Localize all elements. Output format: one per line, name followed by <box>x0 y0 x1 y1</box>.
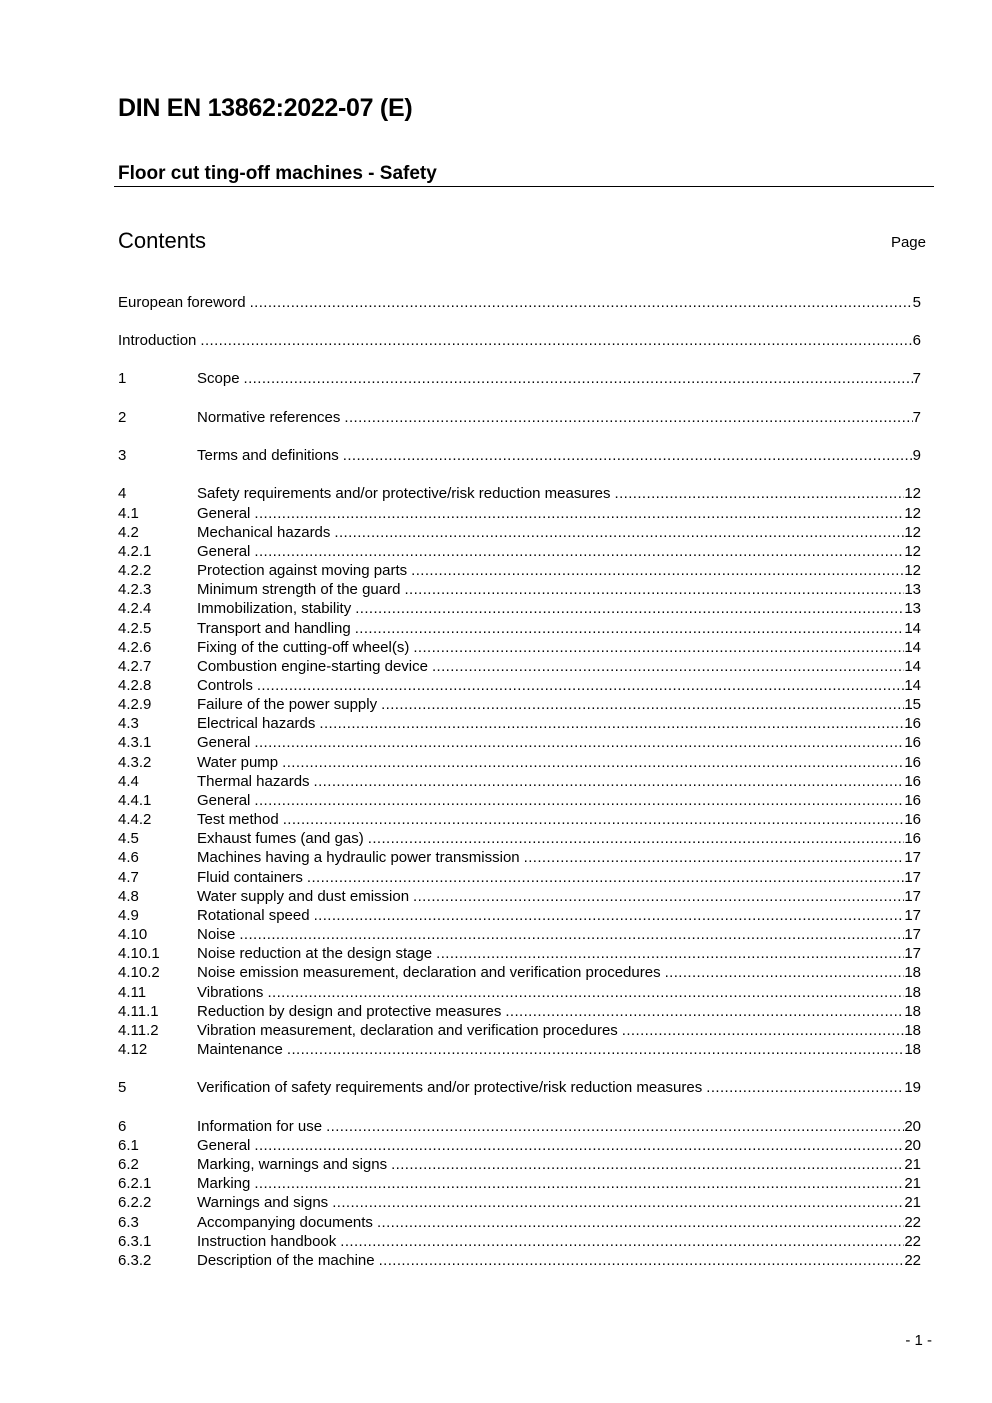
toc-dot-leader <box>404 580 904 599</box>
toc-entry-page: 18 <box>904 1022 921 1039</box>
toc-entry[interactable] <box>118 1078 921 1097</box>
toc-entry[interactable] <box>118 1155 921 1174</box>
toc-entry-page: 15 <box>904 696 921 713</box>
toc-entry-page: 22 <box>904 1252 921 1269</box>
toc-entry-number: 4.8 <box>118 888 139 905</box>
toc-entry-page: 22 <box>904 1233 921 1250</box>
toc-entry[interactable] <box>118 1251 921 1270</box>
toc-dot-leader <box>340 1232 904 1251</box>
toc-entry-page: 5 <box>912 294 921 311</box>
toc-entry-number: 6.3.1 <box>118 1233 152 1250</box>
toc-dot-leader <box>314 772 905 791</box>
toc-entry[interactable] <box>118 657 921 676</box>
toc-entry-page: 18 <box>904 964 921 981</box>
toc-entry-number: 4.2.9 <box>118 696 152 713</box>
toc-entry-page: 19 <box>904 1079 921 1096</box>
toc-dot-leader <box>254 791 904 810</box>
toc-entry-page: 22 <box>904 1214 921 1231</box>
toc-dot-leader <box>368 829 905 848</box>
toc-entry[interactable] <box>118 1002 921 1021</box>
toc-entry-title: Thermal hazards <box>197 773 310 790</box>
toc-entry-title: Terms and definitions <box>197 447 339 464</box>
toc-entry[interactable] <box>118 599 921 618</box>
toc-entry[interactable] <box>118 580 921 599</box>
toc-entry[interactable] <box>118 1174 921 1193</box>
toc-dot-leader <box>287 1040 904 1059</box>
toc-entry-number: 4.7 <box>118 869 139 886</box>
toc-entry-title: Marking, warnings and signs <box>197 1156 388 1173</box>
toc-entry[interactable] <box>118 331 921 350</box>
toc-entry-page: 16 <box>904 811 921 828</box>
toc-dot-leader <box>622 1021 905 1040</box>
toc-entry-title: Failure of the power supply <box>197 696 378 713</box>
toc-entry-number: 4.4 <box>118 773 139 790</box>
toc-entry-page: 16 <box>904 792 921 809</box>
toc-entry-number: 4.11.2 <box>118 1022 159 1039</box>
toc-dot-leader <box>254 1136 904 1155</box>
toc-entry-number: 6.1 <box>118 1137 139 1154</box>
toc-dot-leader <box>615 484 905 503</box>
toc-entry-title: Mechanical hazards <box>197 524 331 541</box>
document-title: DIN EN 13862:2022-07 (E) <box>118 94 413 122</box>
toc-entry-page: 9 <box>912 447 921 464</box>
toc-entry-number: 6.2.2 <box>118 1194 152 1211</box>
toc-entry-title: Vibration measurement, declaration and verification procedures <box>197 1022 618 1039</box>
toc-entry-title: Water supply and dust emission <box>197 888 410 905</box>
toc-entry-title: Scope <box>197 370 240 387</box>
toc-entry-title: Electrical hazards <box>197 715 316 732</box>
toc-entry[interactable] <box>118 619 921 638</box>
toc-entry-title: Verification of safety requirements and/or protective/risk reduction measures <box>197 1079 703 1096</box>
toc-dot-leader <box>505 1002 904 1021</box>
toc-entry-title: General <box>197 505 251 522</box>
toc-dot-leader <box>254 733 904 752</box>
toc-dot-leader <box>381 695 904 714</box>
toc-entry-page: 18 <box>904 1041 921 1058</box>
toc-entry-title: Test method <box>197 811 279 828</box>
toc-entry-title: Noise reduction at the design stage <box>197 945 433 962</box>
toc-dot-leader <box>413 887 904 906</box>
toc-dot-leader <box>254 504 904 523</box>
toc-entry[interactable] <box>118 676 921 695</box>
toc-entry-number: 6 <box>118 1118 127 1135</box>
toc-dot-leader <box>257 676 904 695</box>
toc-entry-number: 4.9 <box>118 907 139 924</box>
toc-dot-leader <box>706 1078 904 1097</box>
toc-entry-number: 4.4.1 <box>118 792 152 809</box>
toc-entry-page: 17 <box>904 907 921 924</box>
toc-entry-title: Rotational speed <box>197 907 310 924</box>
toc-entry[interactable] <box>118 408 921 427</box>
toc-entry-page: 16 <box>904 754 921 771</box>
toc-entry-page: 16 <box>904 773 921 790</box>
toc-dot-leader <box>250 293 913 312</box>
toc-dot-leader <box>377 1213 904 1232</box>
toc-dot-leader <box>267 983 904 1002</box>
toc-entry-title: General <box>197 734 251 751</box>
toc-dot-leader <box>334 523 904 542</box>
toc-entry-page: 12 <box>904 543 921 560</box>
toc-entry-title: Exhaust fumes (and gas) <box>197 830 364 847</box>
toc-dot-leader <box>254 542 904 561</box>
toc-entry-number: 4.10 <box>118 926 148 943</box>
toc-entry-number: 4.2.3 <box>118 581 152 598</box>
toc-entry[interactable] <box>118 504 921 523</box>
toc-entry[interactable] <box>118 561 921 580</box>
toc-dot-leader <box>665 963 905 982</box>
toc-entry[interactable] <box>118 1117 921 1136</box>
toc-entry-title: Maintenance <box>197 1041 283 1058</box>
toc-entry[interactable] <box>118 484 921 503</box>
toc-dot-leader <box>254 1174 904 1193</box>
toc-entry[interactable] <box>118 638 921 657</box>
toc-entry-title: Controls <box>197 677 253 694</box>
toc-entry[interactable] <box>118 1193 921 1212</box>
toc-entry-page: 13 <box>904 600 921 617</box>
toc-dot-leader <box>413 638 904 657</box>
toc-entry-title: Instruction handbook <box>197 1233 337 1250</box>
toc-entry-number: 4.2.5 <box>118 620 152 637</box>
toc-dot-leader <box>344 408 912 427</box>
toc-entry-title: Information for use <box>197 1118 323 1135</box>
toc-entry[interactable] <box>118 772 921 791</box>
toc-entry[interactable] <box>118 829 921 848</box>
toc-entry-page: 18 <box>904 1003 921 1020</box>
toc-entry-page: 21 <box>904 1175 921 1192</box>
toc-entry-title: Noise emission measurement, declaration and verification procedures <box>197 964 661 981</box>
toc-entry-number: 4.10.2 <box>118 964 160 981</box>
toc-entry-number: 2 <box>118 409 127 426</box>
toc-entry-number: 4.2.7 <box>118 658 152 675</box>
toc-entry[interactable] <box>118 542 921 561</box>
toc-entry-title: Transport and handling <box>197 620 351 637</box>
toc-dot-leader <box>307 868 904 887</box>
toc-entry-page: 18 <box>904 984 921 1001</box>
toc-entry-number: 4.2.6 <box>118 639 152 656</box>
toc-entry[interactable] <box>118 753 921 772</box>
toc-entry-title: General <box>197 1137 251 1154</box>
toc-entry[interactable] <box>118 887 921 906</box>
toc-dot-leader <box>332 1193 904 1212</box>
toc-entry-title: Machines having a hydraulic power transmission <box>197 849 520 866</box>
toc-entry-title: Fluid containers <box>197 869 303 886</box>
page-number: - 1 - <box>905 1332 932 1349</box>
toc-entry-page: 14 <box>904 677 921 694</box>
toc-dot-leader <box>432 657 904 676</box>
toc-entry-page: 13 <box>904 581 921 598</box>
toc-entry-title: Marking <box>197 1175 251 1192</box>
toc-entry-number: 4.3.1 <box>118 734 152 751</box>
toc-entry-number: 4.3.2 <box>118 754 152 771</box>
toc-entry-title: Combustion engine-starting device <box>197 658 428 675</box>
toc-entry[interactable] <box>118 446 921 465</box>
toc-dot-leader <box>283 810 905 829</box>
toc-entry-page: 20 <box>904 1118 921 1135</box>
toc-entry-title: Normative references <box>197 409 341 426</box>
toc-entry-page: 7 <box>912 409 921 426</box>
toc-entry-page: 7 <box>912 370 921 387</box>
toc-dot-leader <box>391 1155 904 1174</box>
toc-entry-number: 4.3 <box>118 715 139 732</box>
toc-entry-page: 17 <box>904 849 921 866</box>
toc-entry-title: Minimum strength of the guard <box>197 581 401 598</box>
toc-entry[interactable] <box>118 733 921 752</box>
toc-entry-title: Safety requirements and/or protective/risk reduction measures <box>197 485 611 502</box>
toc-dot-leader <box>524 848 905 867</box>
toc-entry-number: 4.2.2 <box>118 562 152 579</box>
toc-dot-leader <box>343 446 913 465</box>
toc-dot-leader <box>355 599 904 618</box>
toc-entry-page: 12 <box>904 524 921 541</box>
toc-dot-leader <box>379 1251 905 1270</box>
toc-entry-title: Vibrations <box>197 984 264 1001</box>
toc-entry-title: Noise <box>197 926 236 943</box>
toc-entry-page: 17 <box>904 945 921 962</box>
toc-entry[interactable] <box>118 983 921 1002</box>
toc-dot-leader <box>314 906 905 925</box>
toc-entry-number: 4.2 <box>118 524 139 541</box>
toc-entry-title: Introduction <box>118 332 197 349</box>
toc-entry[interactable] <box>118 1136 921 1155</box>
toc-entry-title: Accompanying documents <box>197 1214 373 1231</box>
toc-dot-leader <box>282 753 904 772</box>
toc-dot-leader <box>326 1117 904 1136</box>
toc-dot-leader <box>239 925 904 944</box>
toc-entry-number: 4.1 <box>118 505 139 522</box>
toc-entry[interactable] <box>118 1021 921 1040</box>
toc-dot-leader <box>200 331 912 350</box>
toc-entry-title: Fixing of the cutting-off wheel(s) <box>197 639 410 656</box>
toc-entry-number: 4.11.1 <box>118 1003 159 1020</box>
toc-entry-title: Water pump <box>197 754 279 771</box>
toc-entry-title: Warnings and signs <box>197 1194 329 1211</box>
toc-entry[interactable] <box>118 1232 921 1251</box>
toc-entry-title: Reduction by design and protective measures <box>197 1003 502 1020</box>
toc-entry-page: 6 <box>912 332 921 349</box>
toc-entry[interactable] <box>118 695 921 714</box>
document-subtitle: Floor cut ting-off machines - Safety <box>118 163 437 184</box>
toc-entry-page: 16 <box>904 830 921 847</box>
toc-entry[interactable] <box>118 848 921 867</box>
toc-entry-number: 6.3 <box>118 1214 139 1231</box>
toc-entry-page: 12 <box>904 505 921 522</box>
toc-entry-number: 4.2.4 <box>118 600 152 617</box>
toc-entry-title: European foreword <box>118 294 246 311</box>
toc-entry-number: 6.2 <box>118 1156 139 1173</box>
toc-entry-number: 4.2.8 <box>118 677 152 694</box>
toc-dot-leader <box>436 944 904 963</box>
toc-entry[interactable] <box>118 868 921 887</box>
toc-entry-number: 4.5 <box>118 830 139 847</box>
toc-entry-page: 14 <box>904 620 921 637</box>
toc-entry-page: 17 <box>904 926 921 943</box>
toc-entry-number: 3 <box>118 447 127 464</box>
toc-entry-number: 4.10.1 <box>118 945 160 962</box>
toc-entry-page: 16 <box>904 715 921 732</box>
toc-entry-page: 14 <box>904 639 921 656</box>
toc-entry[interactable] <box>118 810 921 829</box>
toc-entry-number: 4.11 <box>118 984 147 1001</box>
toc-entry-number: 6.2.1 <box>118 1175 152 1192</box>
toc-entry[interactable] <box>118 963 921 982</box>
toc-entry[interactable] <box>118 293 921 312</box>
toc-entry[interactable] <box>118 369 921 388</box>
toc-entry-page: 14 <box>904 658 921 675</box>
toc-entry[interactable] <box>118 523 921 542</box>
toc-entry-page: 17 <box>904 869 921 886</box>
toc-entry[interactable] <box>118 1040 921 1059</box>
toc-dot-leader <box>411 561 904 580</box>
toc-entry-title: General <box>197 792 251 809</box>
toc-dot-leader <box>319 714 904 733</box>
table-of-contents <box>118 0 921 1403</box>
toc-entry-number: 4.4.2 <box>118 811 152 828</box>
toc-entry[interactable] <box>118 791 921 810</box>
toc-dot-leader <box>355 619 905 638</box>
toc-entry-number: 5 <box>118 1079 127 1096</box>
toc-entry-page: 21 <box>904 1156 921 1173</box>
toc-entry-page: 21 <box>904 1194 921 1211</box>
toc-entry-title: General <box>197 543 251 560</box>
toc-entry-number: 4.12 <box>118 1041 148 1058</box>
contents-heading: Contents <box>118 228 207 253</box>
toc-entry-number: 6.3.2 <box>118 1252 152 1269</box>
toc-entry-title: Description of the machine <box>197 1252 375 1269</box>
toc-entry-number: 1 <box>118 370 127 387</box>
toc-entry[interactable] <box>118 906 921 925</box>
toc-entry[interactable] <box>118 714 921 733</box>
toc-entry-page: 20 <box>904 1137 921 1154</box>
toc-entry-page: 12 <box>904 562 921 579</box>
toc-entry-title: Protection against moving parts <box>197 562 408 579</box>
toc-entry-title: Immobilization, stability <box>197 600 352 617</box>
toc-entry-page: 17 <box>904 888 921 905</box>
toc-entry-page: 16 <box>904 734 921 751</box>
page-column-heading: Page <box>890 234 926 251</box>
toc-entry[interactable] <box>118 925 921 944</box>
toc-entry-number: 4 <box>118 485 127 502</box>
toc-entry-number: 4.2.1 <box>118 543 152 560</box>
toc-entry[interactable] <box>118 944 921 963</box>
toc-entry[interactable] <box>118 1213 921 1232</box>
toc-entry-page: 12 <box>904 485 921 502</box>
toc-dot-leader <box>244 369 913 388</box>
toc-entry-number: 4.6 <box>118 849 139 866</box>
